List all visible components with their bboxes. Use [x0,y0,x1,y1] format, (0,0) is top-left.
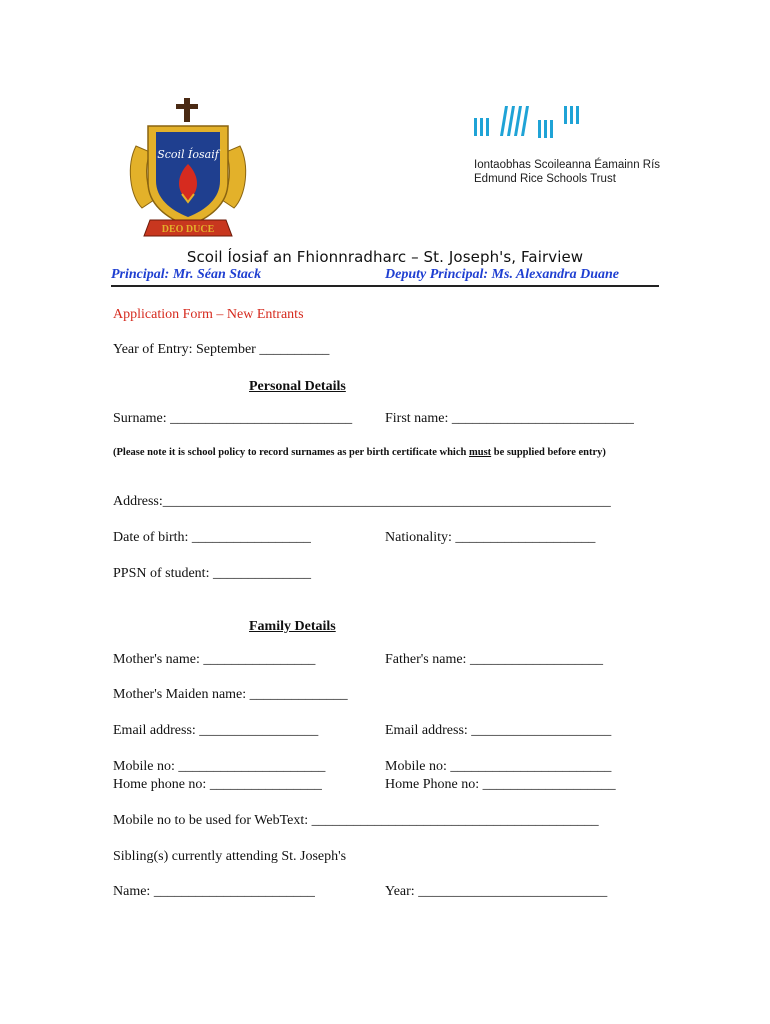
fathers-name-field[interactable]: Father's name: ___________________ [385,652,603,667]
sibling-year-field[interactable]: Year: ___________________________ [385,884,608,899]
mothers-name-field[interactable]: Mother's name: ________________ [113,652,316,667]
surname-field[interactable]: Surname: __________________________ [113,411,353,426]
mother-home-phone-field[interactable]: Home phone no: ________________ [113,777,322,792]
surname-policy-note [113,445,673,461]
note-text-must: must [468,447,492,458]
date-of-birth-field[interactable]: Date of birth: _________________ [113,530,311,545]
year-of-entry-field[interactable]: Year of Entry: September __________ [113,342,330,357]
note-text-start: (Please note it is school policy to record surnames as per birth certificate which [113,447,469,458]
trust-name-irish: Iontaobhas Scoileanna Éamainn Rís [474,159,661,171]
trust-name [474,158,660,186]
trust-logo-marks [472,104,584,144]
father-mobile-field[interactable]: Mobile no: _______________________ [385,759,612,774]
siblings-label: Sibling(s) currently attending St. Joseph's [113,849,347,864]
header-divider [111,285,659,287]
deputy-principal-name: Deputy Principal: Ms. Alexandra Duane [385,267,619,282]
school-name: Scoil Íosiaf an Fhionnradharc – St. Joseph's, Fairview [186,248,584,266]
crest-banner-text: Scoil Íosaif [157,148,219,161]
personal-details-heading: Personal Details [249,379,346,394]
mothers-maiden-name-field[interactable]: Mother's Maiden name: ______________ [113,687,348,702]
father-email-field[interactable]: Email address: ____________________ [385,723,612,738]
school-crest-logo [126,96,250,246]
ppsn-field[interactable]: PPSN of student: ______________ [113,566,311,581]
principal-name: Principal: Mr. Séan Stack [111,267,262,282]
crest-motto: DEO DUCE [161,224,215,235]
sibling-name-field[interactable]: Name: _______________________ [113,884,315,899]
form-title: Application Form – New Entrants [113,307,304,322]
webtext-mobile-field[interactable]: Mobile no to be used for WebText: _________________________________________ [113,813,599,828]
nationality-field[interactable]: Nationality: ____________________ [385,530,596,545]
address-field[interactable]: Address:________________________________________________________________ [113,494,611,509]
father-home-phone-field[interactable]: Home Phone no: ___________________ [385,777,616,792]
trust-name-english: Edmund Rice Schools Trust [474,173,616,185]
family-details-heading: Family Details [249,619,336,634]
first-name-field[interactable]: First name: __________________________ [385,411,634,426]
mother-email-field[interactable]: Email address: _________________ [113,723,319,738]
note-text-end: be supplied before entry) [491,447,606,458]
mother-mobile-field[interactable]: Mobile no: _____________________ [113,759,326,774]
